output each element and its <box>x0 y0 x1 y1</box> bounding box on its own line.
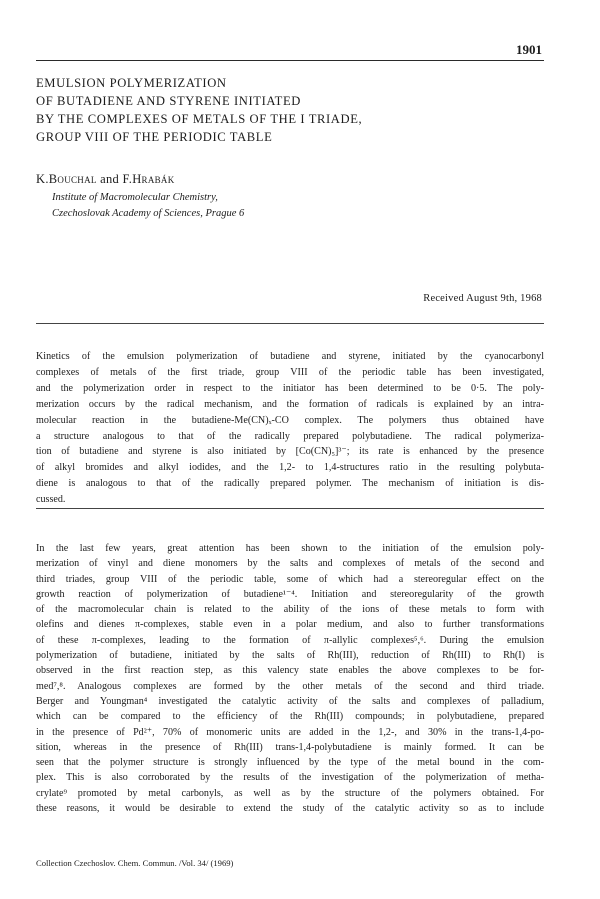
received-date: Received August 9th, 1968 <box>423 293 542 304</box>
abstract-bottom-rule <box>36 508 544 509</box>
title-line: OF BUTADIENE AND STYRENE INITIATED <box>36 94 301 108</box>
abstract-line: tion of butadiene and styrene is also initiated by [Co(CN)₅]³⁻; its rate is enhanced by the presence <box>36 446 544 458</box>
body-line: Berger and Youngman⁴ investigated the catalytic activity of the salts and complexes of palladium, <box>36 695 544 707</box>
body-line: polymerization of butadiene, initiated by the salts of Rh(III), reduction of Rh(III) to Rh(I) is <box>36 650 544 662</box>
abstract-line: molecular reaction in the butadiene-Me(CN)ₓ-CO complex. The polymers thus obtained have <box>36 414 544 426</box>
body-line: observed in the first reaction step, as this valency state enables the above complexes to be for- <box>36 665 544 677</box>
body-line: olefins and dienes π-complexes, stable even in a polar medium, and also to further transformations <box>36 619 544 631</box>
body-line: med⁷,⁸. Analogous complexes are formed by the other metals of the second and third triade. <box>36 680 544 692</box>
page-number: 1901 <box>516 42 542 57</box>
body-line: in the presence of Pd²⁺, 70% of monomeric units are added in the 1,2-, and 30% in the trans-1,4-po- <box>36 726 544 738</box>
body-line: third triades, group VIII of the periodic table, some of which had a stereoregular effect on the <box>36 573 544 585</box>
abstract-line: complexes of metals of the first triade, group VIII of the periodic table has been investigated, <box>36 366 544 378</box>
author-conjunction: and <box>96 172 123 186</box>
affiliation-line: Czechoslovak Academy of Sciences, Prague 6 <box>52 208 245 219</box>
abstract-line: merization occurs by the radical mechanism, and the formation of radicals is explained by an intra- <box>36 398 544 410</box>
body-line: of the macromolecular chain is related to the ability of the ions of these metals to form with <box>36 604 544 616</box>
body-line: seen that the polymer structure is strongly influenced by the type of the metal bound in the com- <box>36 757 544 769</box>
author-initial: K. <box>36 172 49 186</box>
body-line: In the last few years, great attention has been shown to the initiation of the emulsion poly- <box>36 543 544 554</box>
author-surname: Hrabák <box>132 172 175 186</box>
author-initial: F. <box>122 172 133 186</box>
header-rule <box>36 60 544 61</box>
body-line: growth reaction of polymerization of butadiene¹⁻⁴. Initiation and stereoregularity of the growth <box>36 588 544 600</box>
affiliation-line: Institute of Macromolecular Chemistry, <box>52 192 218 203</box>
title-line: BY THE COMPLEXES OF METALS OF THE I TRIADE, <box>36 112 363 126</box>
author-surname: Bouchal <box>48 172 97 186</box>
abstract <box>36 349 544 508</box>
abstract-top-rule <box>36 323 544 324</box>
affiliation <box>52 190 244 222</box>
abstract-line: a structure analogous to that of the radically prepared polybutadiene. The radical polymeriza- <box>36 430 544 442</box>
authors <box>36 172 175 187</box>
body-line: sition, whereas in the presence of Rh(III) trans-1,4-polybutadiene is mainly formed. It can be <box>36 741 544 753</box>
journal-footer: Collection Czechoslov. Chem. Commun. /Vol. 34/ (1969) <box>36 858 234 868</box>
abstract-line: of alkyl bromides and alkyl iodides, and the 1,2- to 1,4-structures ratio in the resulting polybuta- <box>36 462 544 474</box>
body-line: crylate⁹ promoted by metal carbonyls, as well as by the structure of the polymers obtained. For <box>36 787 544 799</box>
article-title <box>36 74 556 146</box>
body-line: merization of vinyl and diene monomers by the salts and complexes of metals of the second and <box>36 558 544 570</box>
body-line: of these π-complexes, leading to the formation of π-allylic complexes⁵,⁶. During the emulsion <box>36 634 544 646</box>
body-text <box>36 541 544 816</box>
body-line: these reasons, it would be desirable to extend the study of the catalytic activity so as to include <box>36 803 544 815</box>
title-line: GROUP VIII OF THE PERIODIC TABLE <box>36 130 273 144</box>
title-line: EMULSION POLYMERIZATION <box>36 76 227 90</box>
abstract-line: Kinetics of the emulsion polymerization of butadiene and styrene, initiated by the cyanocarbonyl <box>36 351 544 362</box>
abstract-line: and the polymerization order in respect to the initiator has been determined to be 0·5. The poly- <box>36 382 544 394</box>
body-line: which can be compared to the efficiency of the Rh(III) compounds; in polybutadiene, prepared <box>36 711 544 723</box>
body-line: plex. This is also corroborated by the results of the investigation of the polymerization of metha- <box>36 772 544 784</box>
abstract-line: diene is analogous to that of the radically prepared polymer. The mechanism of initiation is dis- <box>36 478 544 490</box>
abstract-line: cussed. <box>36 494 66 506</box>
